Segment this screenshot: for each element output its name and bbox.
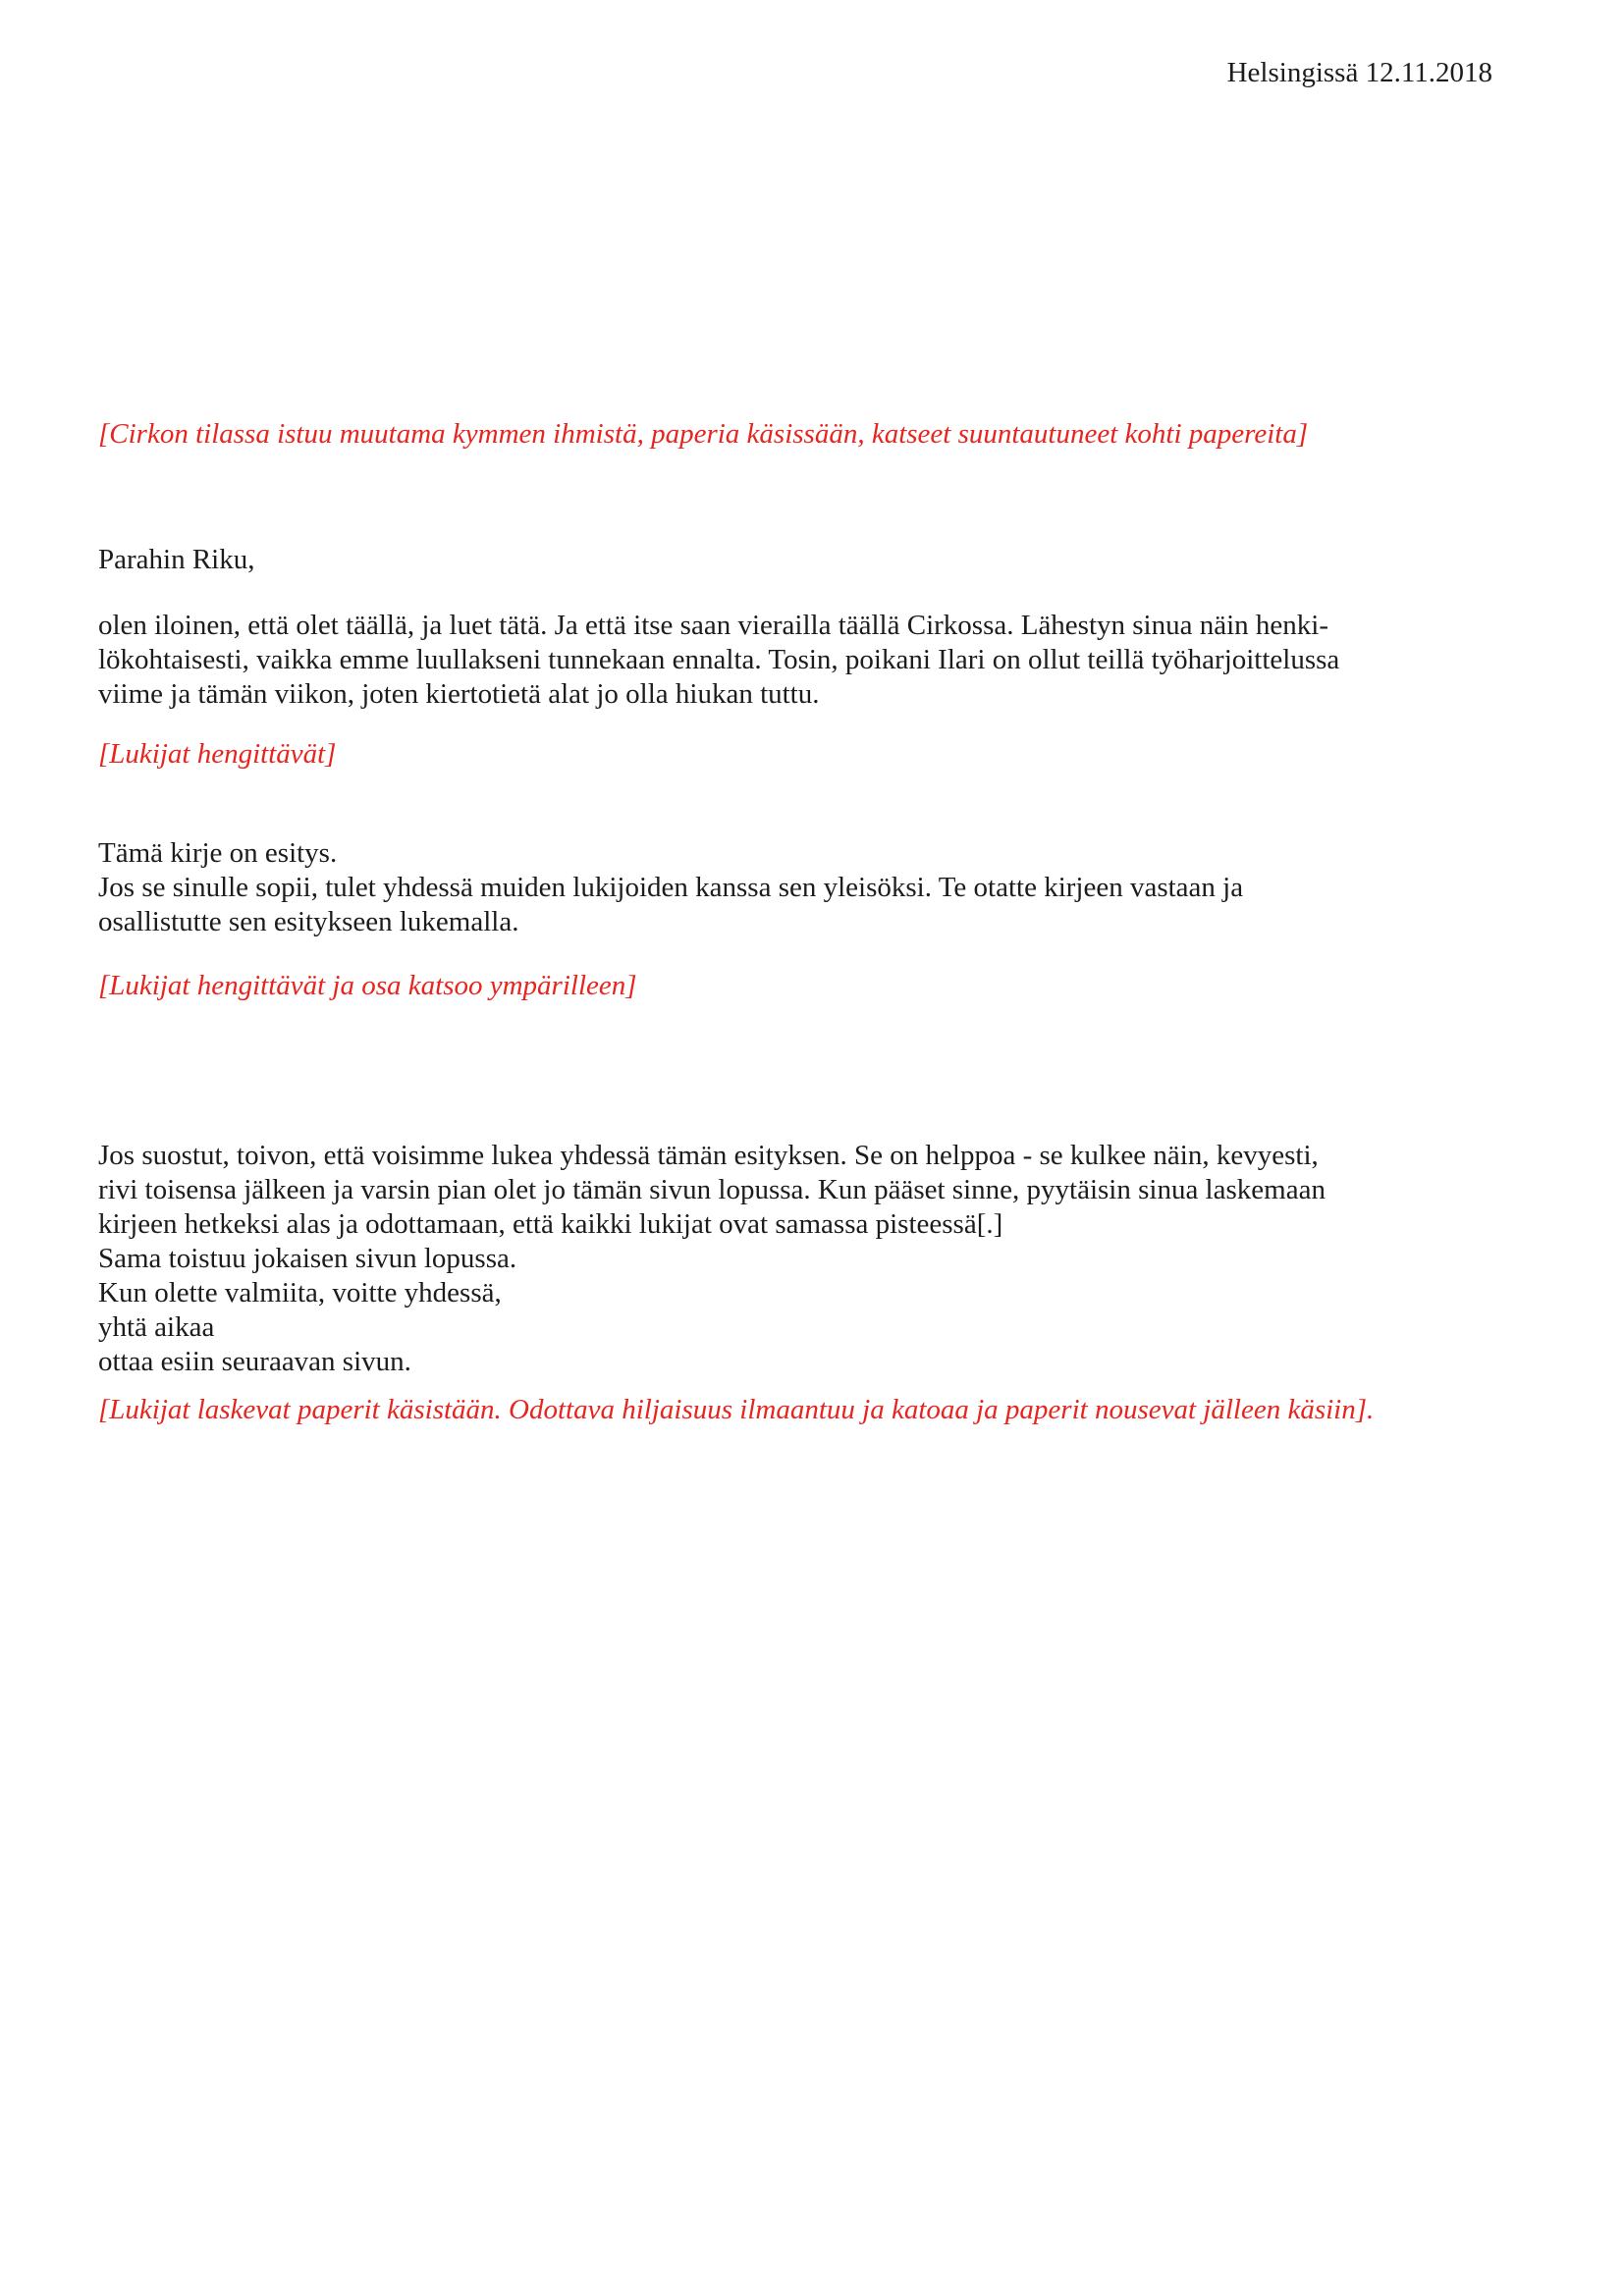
salutation: Parahin Riku, bbox=[98, 544, 255, 575]
dateline: Helsingissä 12.11.2018 bbox=[1226, 57, 1492, 88]
paragraph-1-line: lökohtaisesti, vaikka emme luullakseni tunnekaan ennalta. Tosin, poikani Ilari on ollut teillä työharjoittelussa bbox=[98, 644, 1340, 675]
paragraph-3-line: Jos suostut, toivon, että voisimme lukea yhdessä tämän esityksen. Se on helppoa - se kulkee näin, kevyesti, bbox=[98, 1140, 1319, 1171]
paragraph-2 bbox=[98, 836, 1565, 939]
stage-direction-breath-2: [Lukijat hengittävät ja osa katsoo ympärilleen] bbox=[98, 970, 637, 1001]
paragraph-3 bbox=[98, 1139, 1565, 1379]
stage-direction-opening: [Cirkon tilassa istuu muutama kymmen ihmistä, paperia käsissään, katseet suuntautuneet kohti papereita] bbox=[98, 418, 1309, 450]
paragraph-3-line: rivi toisensa jälkeen ja varsin pian olet jo tämän sivun lopussa. Kun pääset sinne, pyytäisin sinua laskemaan bbox=[98, 1174, 1326, 1205]
paragraph-2-line: Jos se sinulle sopii, tulet yhdessä muiden lukijoiden kanssa sen yleisöksi. Te otatte kirjeen vastaan ja bbox=[98, 872, 1244, 903]
paragraph-1-line: olen iloinen, että olet täällä, ja luet tätä. Ja että itse saan vierailla täällä Cirkossa. Lähestyn sinua näin henki- bbox=[98, 610, 1329, 641]
paragraph-3-line: yhtä aikaa bbox=[98, 1311, 215, 1343]
paragraph-3-line: ottaa esiin seuraavan sivun. bbox=[98, 1346, 411, 1377]
paragraph-3-line: Sama toistuu jokaisen sivun lopussa. bbox=[98, 1243, 517, 1274]
paragraph-1 bbox=[98, 609, 1565, 712]
paragraph-2-line: Tämä kirje on esitys. bbox=[98, 837, 338, 869]
stage-direction-breath-1: [Lukijat hengittävät] bbox=[98, 738, 337, 770]
paragraph-2-line: osallistutte sen esitykseen lukemalla. bbox=[98, 906, 519, 937]
paragraph-3-line: kirjeen hetkeksi alas ja odottamaan, että kaikki lukijat ovat samassa pisteessä[.] bbox=[98, 1208, 1003, 1240]
paragraph-3-line: Kun olette valmiita, voitte yhdessä, bbox=[98, 1277, 502, 1308]
stage-direction-closing: [Lukijat laskevat paperit käsistään. Odottava hiljaisuus ilmaantuu ja katoaa ja paperit nousevat jälleen käsiin]. bbox=[98, 1394, 1375, 1425]
paragraph-1-line: viime ja tämän viikon, joten kiertotietä alat jo olla hiukan tuttu. bbox=[98, 678, 820, 710]
